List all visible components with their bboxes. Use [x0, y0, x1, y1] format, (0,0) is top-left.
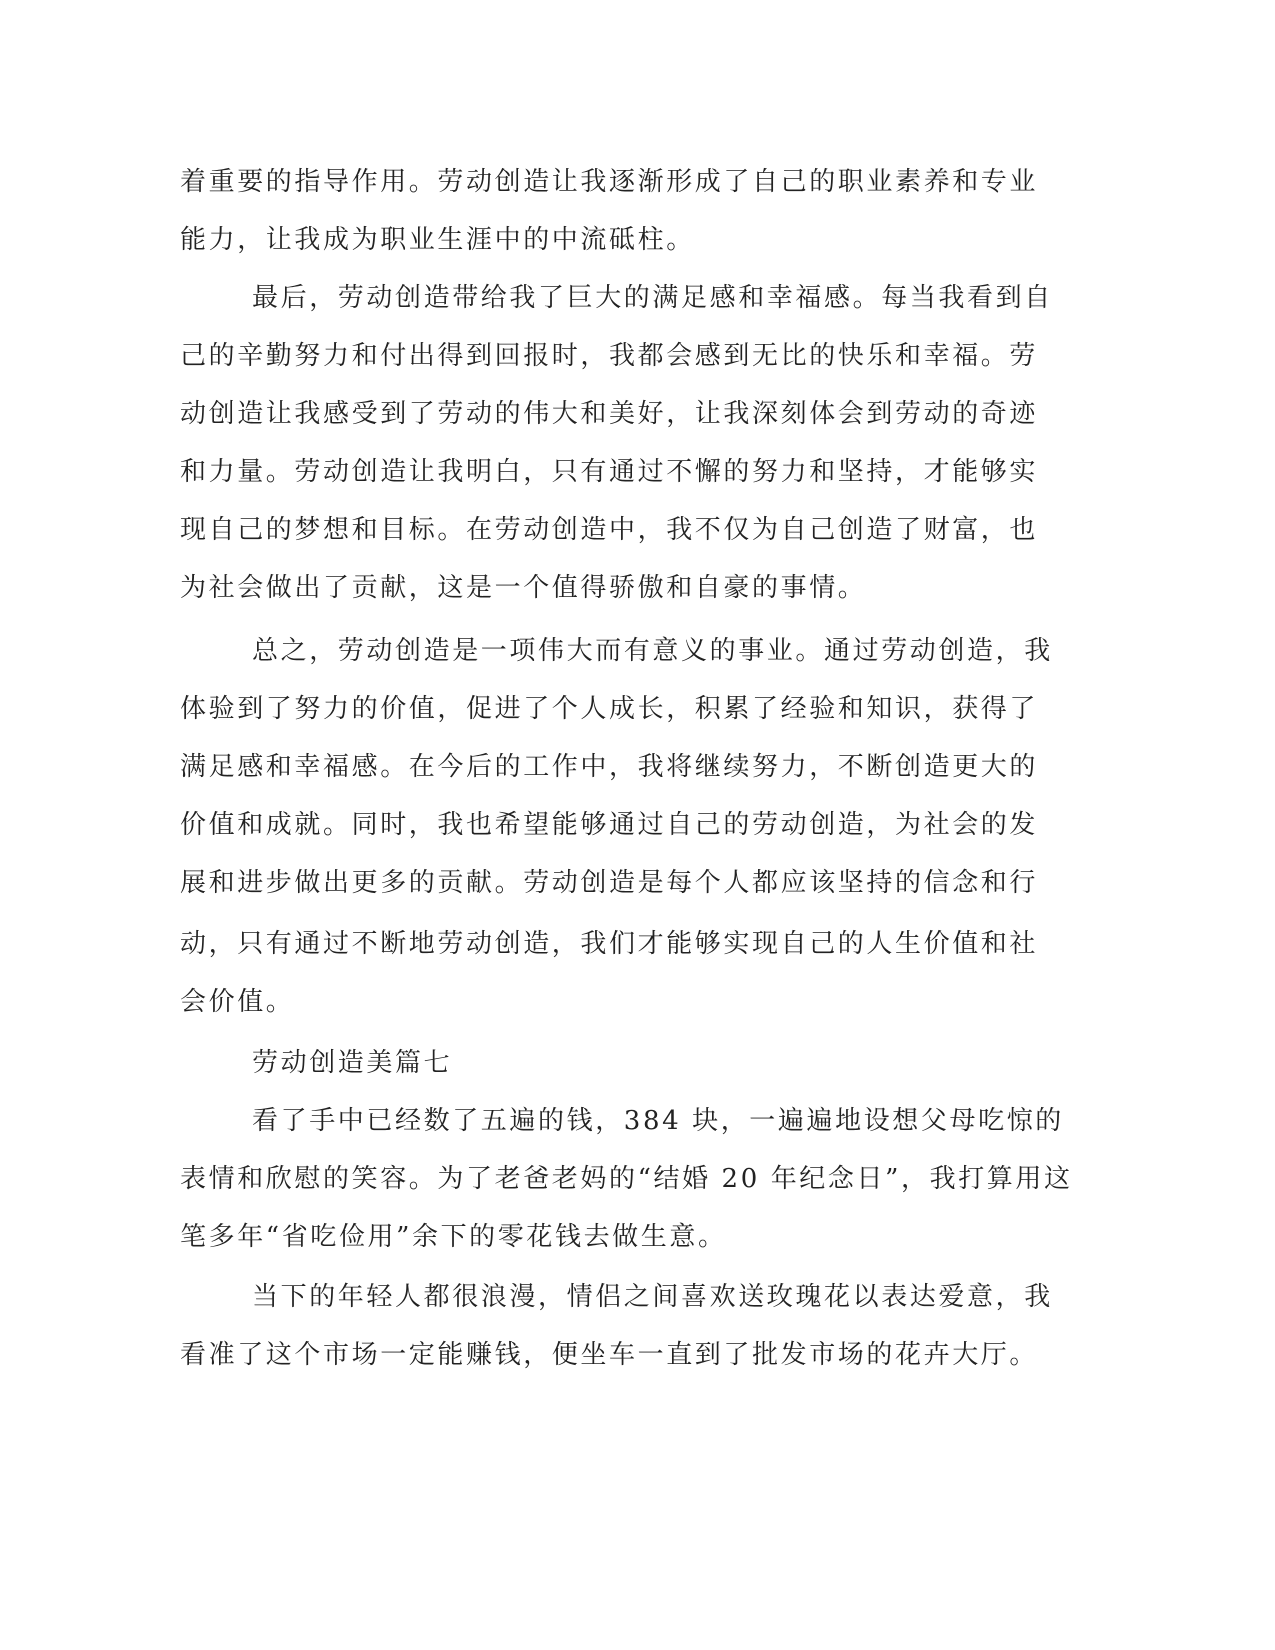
text-line: 体验到了努力的价值，促进了个人成长，积累了经验和知识，获得了 [180, 694, 1039, 724]
text-line: 现自己的梦想和目标。在劳动创造中，我不仅为自己创造了财富，也 [180, 515, 1039, 545]
text-line: 满足感和幸福感。在今后的工作中，我将继续努力，不断创造更大的 [180, 752, 1039, 782]
text-line: 能力，让我成为职业生涯中的中流砥柱。 [180, 225, 695, 255]
text-line: 价值和成就。同时，我也希望能够通过自己的劳动创造，为社会的发 [180, 810, 1039, 840]
text-line: 展和进步做出更多的贡献。劳动创造是每个人都应该坚持的信念和行 [180, 868, 1039, 898]
paragraph-first-line: 总之，劳动创造是一项伟大而有意义的事业。通过劳动创造，我 [252, 636, 1053, 666]
text-line: 己的辛勤努力和付出得到回报时，我都会感到无比的快乐和幸福。劳 [180, 341, 1039, 371]
paragraph-first-line: 看了手中已经数了五遍的钱，384 块，一遍遍地设想父母吃惊的 [252, 1106, 1064, 1136]
text-line: 动创造让我感受到了劳动的伟大和美好，让我深刻体会到劳动的奇迹 [180, 399, 1039, 429]
paragraph-first-line: 当下的年轻人都很浪漫，情侣之间喜欢送玫瑰花以表达爱意，我 [252, 1282, 1053, 1312]
text-line: 动，只有通过不断地劳动创造，我们才能够实现自己的人生价值和社 [180, 929, 1039, 959]
paragraph-first-line: 最后，劳动创造带给我了巨大的满足感和幸福感。每当我看到自 [252, 283, 1053, 313]
text-line: 看准了这个市场一定能赚钱，便坐车一直到了批发市场的花卉大厅。 [180, 1340, 1039, 1370]
text-line: 着重要的指导作用。劳动创造让我逐渐形成了自己的职业素养和专业 [180, 167, 1039, 197]
text-line: 和力量。劳动创造让我明白，只有通过不懈的努力和坚持，才能够实 [180, 457, 1039, 487]
text-line: 表情和欣慰的笑容。为了老爸老妈的“结婚 20 年纪念日”，我打算用这 [180, 1164, 1073, 1194]
text-line: 为社会做出了贡献，这是一个值得骄傲和自豪的事情。 [180, 573, 867, 603]
text-line: 笔多年“省吃俭用”余下的零花钱去做生意。 [180, 1222, 727, 1252]
text-line: 会价值。 [180, 987, 295, 1017]
section-heading: 劳动创造美篇七 [252, 1048, 453, 1078]
